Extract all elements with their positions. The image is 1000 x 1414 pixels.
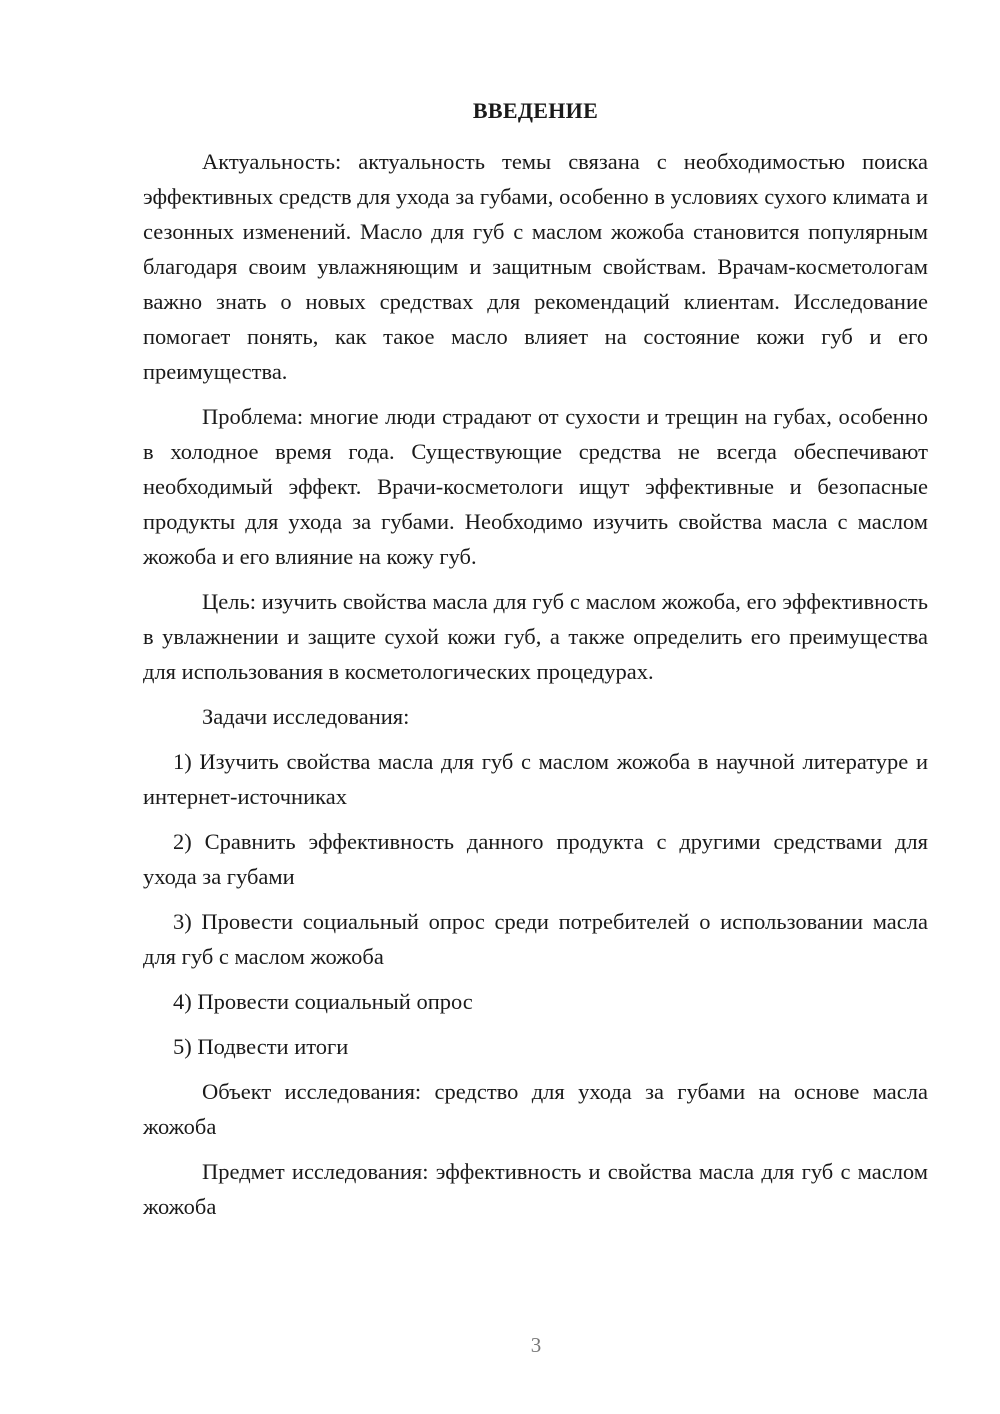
- section-heading: ВВЕДЕНИЕ: [472, 98, 599, 123]
- tasks-list: [143, 744, 928, 1064]
- subject-paragraph: Предмет исследования: эффективность и свойства масла для губ с маслом жожоба: [143, 1159, 928, 1219]
- page-number: 3: [530, 1333, 542, 1357]
- task-item: 1) Изучить свойства масла для губ с маслом жожоба в научной литературе и интернет-источниках: [143, 749, 928, 809]
- task-item: 3) Провести социальный опрос среди потребителей о использовании масла для губ с маслом жожоба: [143, 909, 928, 969]
- goal-paragraph: Цель: изучить свойства масла для губ с маслом жожоба, его эффективность в увлажнении и защите сухой кожи губ, а также определить его преимущества для использования в косметологических процедурах.: [143, 589, 928, 684]
- task-item: 4) Провести социальный опрос: [173, 989, 473, 1014]
- object-paragraph: Объект исследования: средство для ухода за губами на основе масла жожоба: [143, 1079, 928, 1139]
- problem-paragraph: Проблема: многие люди страдают от сухости и трещин на губах, особенно в холодное время года. Существующие средства не всегда обеспечивают необходимый эффект. Врачи-косметологи ищут эффективные и безопасные продукты для ухода за губами. Необходимо изучить свойства масла с маслом жожоба и его влияние на кожу губ.: [143, 404, 928, 569]
- document-body: [143, 96, 928, 1234]
- task-item: 2) Сравнить эффективность данного продукта с другими средствами для ухода за губами: [143, 829, 928, 889]
- task-item: 5) Подвести итоги: [173, 1034, 349, 1059]
- relevance-paragraph: Актуальность: актуальность темы связана с необходимостью поиска эффективных средств для ухода за губами, особенно в условиях сухого климата и сезонных изменений. Масло для губ с маслом жожоба становится популярным благодаря своим увлажняющим и защитным свойствам. Врачам-косметологам важно знать о новых средствах для рекомендаций клиентам. Исследование помогает понять, как такое масло влияет на состояние кожи губ и его преимущества.: [143, 149, 928, 384]
- tasks-label: Задачи исследования:: [202, 704, 410, 729]
